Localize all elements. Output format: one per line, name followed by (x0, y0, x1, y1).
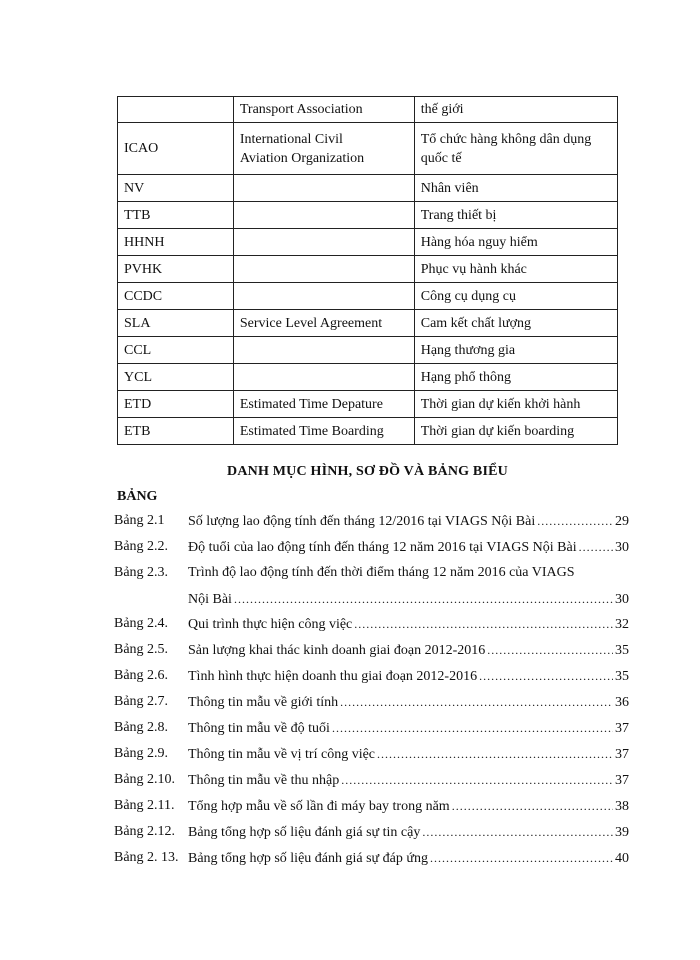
abbr-english: Transport Association (233, 97, 414, 123)
abbr-vietnamese: Hạng phổ thông (414, 364, 617, 391)
toc-entry[interactable] (114, 614, 629, 634)
abbr-vietnamese: Cam kết chất lượng (414, 310, 617, 337)
section-title: DANH MỤC HÌNH, SƠ ĐỒ VÀ BẢNG BIỂU (227, 464, 508, 479)
table-row (118, 337, 618, 364)
abbr-code: ICAO (118, 123, 234, 175)
toc-page: 30 (615, 592, 629, 607)
abbr-english: Estimated Time Boarding (233, 418, 414, 445)
table-row (118, 229, 618, 256)
abbr-code: SLA (118, 310, 234, 337)
abbr-code: HHNH (118, 229, 234, 256)
toc-entry[interactable] (114, 744, 629, 764)
toc-number: Bảng 2.4. (114, 616, 169, 631)
abbr-english: Service Level Agreement (233, 310, 414, 337)
toc-leader (341, 770, 613, 790)
toc-title: Bảng tổng hợp số liệu đánh giá sự tin cậy (188, 825, 421, 840)
abbr-code: ETD (118, 391, 234, 418)
toc-number: Bảng 2.9. (114, 746, 169, 761)
toc-number: Bảng 2.11. (114, 798, 175, 813)
abbr-vietnamese: Hàng hóa nguy hiểm (414, 229, 617, 256)
abbr-code (118, 97, 234, 123)
table-row (118, 123, 618, 175)
toc-number: Bảng 2.12. (114, 824, 176, 839)
toc-entry[interactable] (114, 666, 629, 686)
toc-title: Tổng hợp mẫu về số lần đi máy bay trong năm (188, 799, 450, 814)
toc-title: Trình độ lao động tính đến thời điểm tháng 12 năm 2016 của VIAGS (188, 565, 575, 580)
toc-title: Độ tuổi của lao động tính đến tháng 12 năm 2016 tại VIAGS Nội Bài (188, 540, 577, 555)
abbr-vietnamese-line2: quốc tế (420, 150, 462, 166)
abbr-english (233, 175, 414, 202)
table-row (118, 175, 618, 202)
toc-leader (452, 796, 613, 816)
abbr-code: ETB (118, 418, 234, 445)
table-row (118, 391, 618, 418)
toc-page: 39 (615, 825, 629, 840)
abbr-code: TTB (118, 202, 234, 229)
abbr-english (233, 337, 414, 364)
sub-title: BẢNG (117, 489, 158, 504)
abbreviation-table (117, 96, 618, 445)
toc-leader (354, 614, 613, 634)
table-row (118, 418, 618, 445)
toc-number: Bảng 2. 13. (114, 850, 179, 865)
toc-page: 37 (615, 747, 629, 762)
table-row (118, 97, 618, 123)
abbr-english (233, 202, 414, 229)
toc-page: 32 (615, 617, 629, 632)
toc-leader (579, 537, 613, 557)
abbr-english: Estimated Time Depature (233, 391, 414, 418)
toc-title: Thông tin mẫu về thu nhập (188, 773, 340, 788)
abbr-english (233, 283, 414, 310)
table-row (118, 283, 618, 310)
toc-entry[interactable] (114, 796, 629, 816)
abbr-english (233, 256, 414, 283)
toc-entry[interactable] (114, 822, 629, 842)
abbr-english-line1: International Civil (239, 131, 343, 147)
toc-number: Bảng 2.1 (114, 513, 165, 528)
toc-leader (332, 718, 613, 738)
abbr-vietnamese-line1: Tổ chức hàng không dân dụng (420, 131, 592, 147)
table-row (118, 202, 618, 229)
toc-title: Số lượng lao động tính đến tháng 12/2016 tại VIAGS Nội Bài (188, 514, 536, 529)
toc-leader (377, 744, 613, 764)
abbr-vietnamese: Thời gian dự kiến boarding (414, 418, 617, 445)
toc-page: 40 (615, 851, 629, 866)
toc-page: 35 (615, 643, 629, 658)
toc-entry[interactable] (114, 640, 629, 660)
toc-title: Thông tin mẫu về độ tuổi (188, 721, 330, 736)
toc-entry[interactable] (114, 848, 629, 868)
abbr-english-line2: Aviation Organization (239, 150, 365, 166)
abbr-vietnamese: Nhân viên (414, 175, 617, 202)
toc-entry[interactable] (114, 537, 629, 557)
abbr-code: CCDC (118, 283, 234, 310)
toc-title: Qui trình thực hiện công việc (188, 617, 353, 632)
abbr-vietnamese: Thời gian dự kiến khởi hành (414, 391, 617, 418)
toc-title-cont: Nội Bài (188, 592, 232, 607)
abbr-code: YCL (118, 364, 234, 391)
toc-leader (430, 848, 613, 868)
abbr-english (233, 123, 414, 175)
toc-entry[interactable] (114, 563, 629, 609)
abbr-vietnamese: Công cụ dụng cụ (414, 283, 617, 310)
abbr-vietnamese: Hạng thương gia (414, 337, 617, 364)
table-row (118, 364, 618, 391)
toc-title: Thông tin mẫu về giới tính (188, 695, 339, 710)
toc-page: 35 (615, 669, 629, 684)
toc-number: Bảng 2.2. (114, 539, 169, 554)
toc-entry[interactable] (114, 770, 629, 790)
toc-page: 38 (615, 799, 629, 814)
table-row (118, 256, 618, 283)
toc-number: Bảng 2.10. (114, 772, 176, 787)
abbr-code: NV (118, 175, 234, 202)
toc-number: Bảng 2.3. (114, 565, 169, 580)
toc-entry[interactable] (114, 511, 629, 531)
toc-leader (234, 589, 613, 609)
toc-page: 37 (615, 721, 629, 736)
toc-leader (479, 666, 613, 686)
abbr-code: CCL (118, 337, 234, 364)
abbr-english (233, 364, 414, 391)
toc-title: Tình hình thực hiện doanh thu giai đoạn 2012-2016 (188, 669, 478, 684)
abbr-vietnamese: Phục vụ hành khác (414, 256, 617, 283)
toc-page: 37 (615, 773, 629, 788)
toc-entry[interactable] (114, 718, 629, 738)
toc-title: Sản lượng khai thác kinh doanh giai đoạn 2012-2016 (188, 643, 486, 658)
abbr-vietnamese: thế giới (414, 97, 617, 123)
toc-leader (487, 640, 613, 660)
abbr-vietnamese: Trang thiết bị (414, 202, 617, 229)
toc-entry[interactable] (114, 692, 629, 712)
toc-page: 36 (615, 695, 629, 710)
toc-page: 29 (615, 514, 629, 529)
toc-title: Bảng tổng hợp số liệu đánh giá sự đáp ứng (188, 851, 428, 866)
toc-leader (422, 822, 613, 842)
toc-number: Bảng 2.7. (114, 694, 169, 709)
toc-leader (537, 511, 613, 531)
toc-page: 30 (615, 540, 629, 555)
abbr-english (233, 229, 414, 256)
table-row (118, 310, 618, 337)
abbr-vietnamese (414, 123, 617, 175)
toc-number: Bảng 2.5. (114, 642, 169, 657)
toc-number: Bảng 2.8. (114, 720, 169, 735)
toc-leader (340, 692, 613, 712)
toc-title: Thông tin mẫu về vị trí công việc (188, 747, 376, 762)
abbr-code: PVHK (118, 256, 234, 283)
toc-number: Bảng 2.6. (114, 668, 169, 683)
